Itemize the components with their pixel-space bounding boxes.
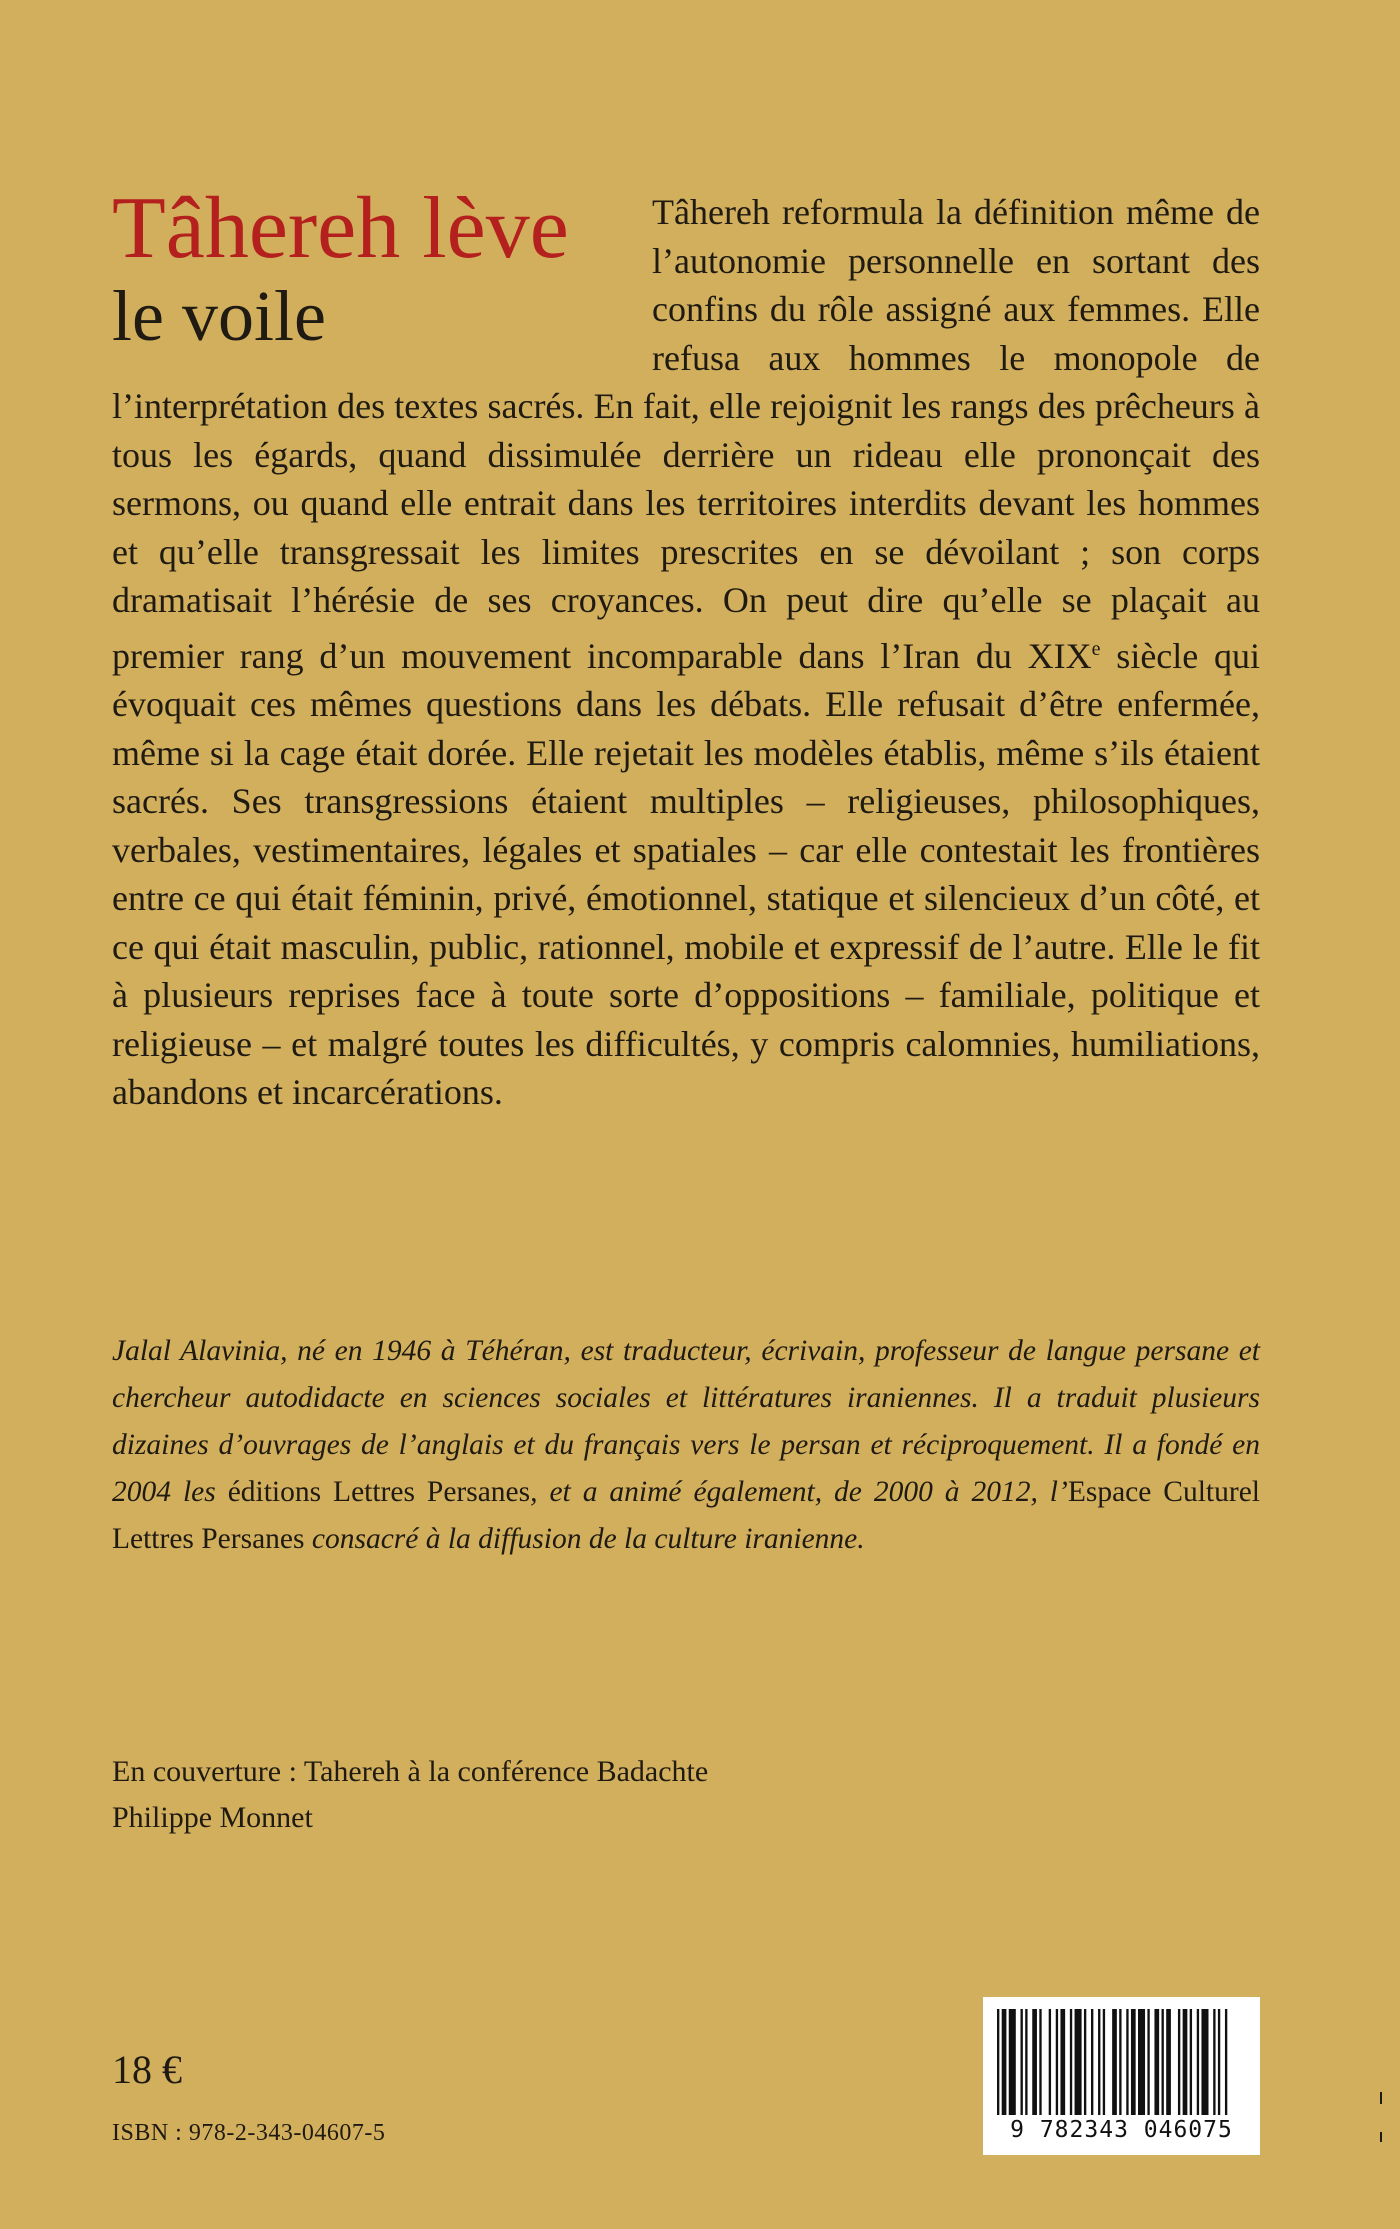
barcode-bar	[1218, 2009, 1220, 2115]
barcode-bar	[1147, 2009, 1149, 2115]
title-spacer	[112, 188, 652, 382]
barcode-bar	[1075, 2009, 1082, 2115]
barcode-bar	[1119, 2009, 1121, 2115]
barcode-bar	[1025, 2009, 1027, 2115]
barcode-bar	[1190, 2009, 1192, 2115]
barcode-bar	[1197, 2009, 1199, 2115]
barcode-bar	[1225, 2009, 1227, 2115]
barcode-bars	[997, 2009, 1246, 2115]
book-title-line-2: le voile	[112, 276, 326, 357]
publisher-name: éditions Lettres Persanes	[227, 1476, 531, 1508]
barcode	[983, 1997, 1260, 2155]
price: 18 €	[112, 2047, 182, 2092]
barcode-bar	[1201, 2009, 1208, 2115]
barcode-bar	[1178, 2009, 1180, 2115]
summary-text-part-2: siècle qui évoquait ces mêmes questions dans les débats. Elle refusait d’être enfermée, même si la cage était dorée. Elle rejetait les modèles établis, même s’ils étaient sacrés. Ses transgressions étaient multiples – religieuses, philosophiques, verbales, vestimentaires, légales et spatiales – car elle contestait les frontières entre ce qui était féminin, privé, émotionnel, statique et silencieux d’un côté, et ce qui était masculin, public, rationnel, mobile et expressif de l’autre. Elle le fit à plusieurs reprises face à toute sorte d’oppositions – familiale, politique et religieuse – et malgré toutes les difficultés, y compris calomnies, humiliations, abandons et incarcérations.	[112, 635, 1261, 1112]
barcode-bar	[1009, 2009, 1016, 2115]
barcode-bar	[997, 2009, 999, 2115]
isbn: ISBN : 978-2-343-04607-5	[112, 2120, 386, 2146]
barcode-digits: 9 782343 046075	[1010, 2117, 1233, 2143]
book-title-line-1: Tâhereh lève	[112, 180, 569, 277]
barcode-bar	[1166, 2009, 1171, 2115]
barcode-bar	[1070, 2009, 1072, 2115]
author-bio	[112, 1328, 1260, 1563]
barcode-bar	[1112, 2009, 1117, 2115]
trim-mark-right-1	[1380, 2092, 1382, 2104]
cultural-space-name: Espace Culturel Lettres Persanes	[112, 1476, 1260, 1555]
cover-caption: En couverture : Tahereh à la conférence Badachte	[112, 1755, 709, 1788]
barcode-bar	[1002, 2009, 1007, 2115]
barcode-bar	[1091, 2009, 1093, 2115]
summary-text-part-1: Tâhereh reformula la définition même de l’autonomie personnelle en sortant des confins du rôle assigné aux femmes. Elle refusa aux hommes le monopole de l’interprétation des textes sacrés. En fait, elle rejoignit les rangs des prêcheurs à tous les égards, quand dissimulée derrière un rideau elle prononçait des sermons, ou quand elle entrait dans les territoires interdits devant les hommes et qu’elle transgressait les limites prescrites en se dévoilant ; son corps dramatisait l’hérésie de ses croyances. On peut dire qu’elle se plaçait au premier rang d’un mouvement incomparable dans l’Iran du XIX	[112, 192, 1260, 676]
barcode-bar	[1138, 2009, 1145, 2115]
barcode-bar	[1032, 2009, 1037, 2115]
barcode-bar	[1060, 2009, 1065, 2115]
barcode-bar	[1126, 2009, 1128, 2115]
bio-text-part-3: consacré à la diffusion de la culture iranienne.	[304, 1523, 865, 1555]
bio-text-part-1: Jalal Alavinia, né en 1946 à Téhéran, est traducteur, écrivain, professeur de langue persane et chercheur autodidacte en sciences sociales et littératures iraniennes. Il a traduit plusieurs dizaines d’ouvrages de l’anglais et du français vers le persan et réciproquement. Il a fondé en 2004 les	[112, 1335, 1260, 1508]
cover-credits	[112, 1749, 708, 1841]
barcode-bar	[1098, 2009, 1100, 2115]
cover-artist: Philippe Monnet	[112, 1801, 313, 1834]
book-summary	[112, 188, 1260, 1117]
barcode-bar	[1039, 2009, 1041, 2115]
barcode-bar	[1049, 2009, 1051, 2115]
barcode-bar	[1103, 2009, 1105, 2115]
barcode-bar	[1213, 2009, 1215, 2115]
barcode-bar	[1154, 2009, 1159, 2115]
barcode-bar	[1084, 2009, 1086, 2115]
barcode-bar	[1183, 2009, 1188, 2115]
trim-mark-right-2	[1380, 2132, 1382, 2142]
century-superscript: e	[1091, 637, 1101, 660]
barcode-bar	[1131, 2009, 1136, 2115]
bio-text-part-2: , et a animé également, de 2000 à 2012, l’	[530, 1476, 1068, 1508]
barcode-bar	[1056, 2009, 1058, 2115]
barcode-bar	[1021, 2009, 1023, 2115]
barcode-bar	[1162, 2009, 1164, 2115]
